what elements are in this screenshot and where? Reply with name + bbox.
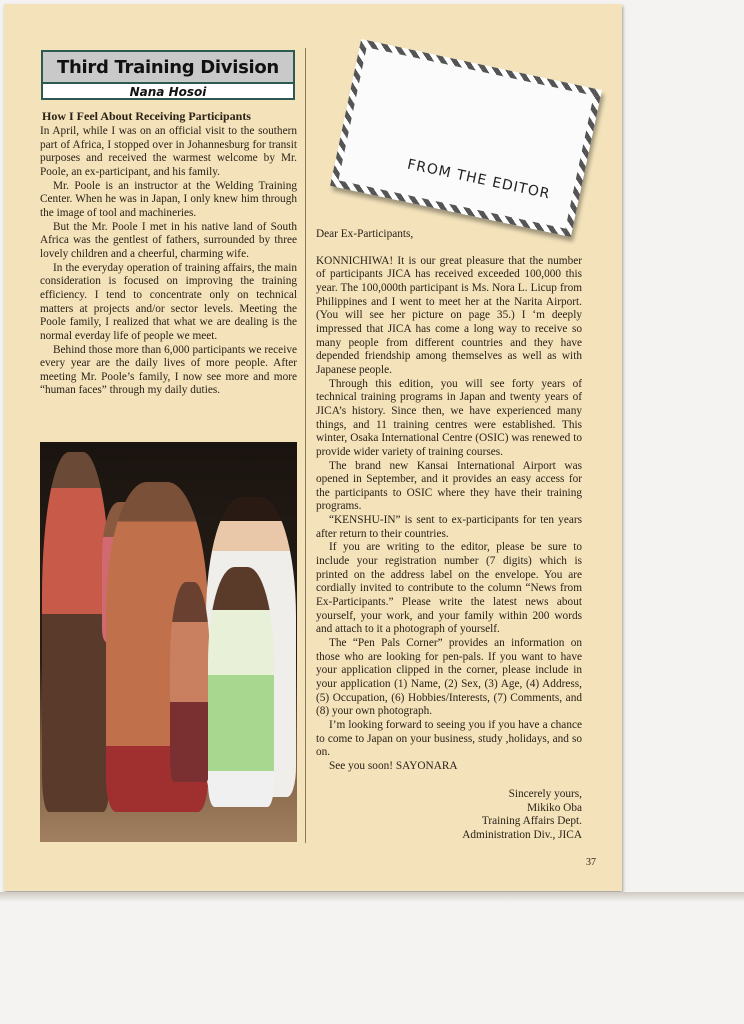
scan-shadow <box>0 892 744 902</box>
paragraph: The brand new Kansai International Airport was opened in September, and it provides an easy access for the participants to OSIC where they have their training programs. <box>316 459 582 513</box>
page-number: 37 <box>586 857 596 868</box>
envelope-label: FROM THE EDITOR <box>405 156 552 203</box>
family-photo <box>40 442 297 842</box>
paragraph: “KENSHU-IN” is sent to ex-participants for ten years after return to their countries. <box>316 514 582 540</box>
editor-letter-body <box>316 228 582 774</box>
signature-line: Mikiko Oba <box>527 801 582 814</box>
paragraph: KONNICHIWA! It is our great pleasure that the number of participants JICA has received exceeded 100,000 this year. The 100,000th participant is Ms. Nora L. Licup from Philippines and I went to meet her at the Narita Airport. (You will see her picture on page 35.) I ‘m deeply impressed that JICA has come a long way to receive so many people from different countries and they have depended friendship among themselves as well as with Japanese people. <box>316 254 582 376</box>
section-title: Third Training Division <box>43 52 293 84</box>
column-divider <box>305 48 306 843</box>
paragraph: In the everyday operation of training affairs, the main consideration is focused on improving the training efficiency. I tend to concentrate only on technical matters at projects and/or sector levels. Meeting the Poole family, I realized that what we are dealing is the normal everday life of people we meet. <box>40 261 297 342</box>
article-headline: How I Feel About Receiving Participants <box>42 109 251 123</box>
signature-line: Sincerely yours, <box>508 788 582 800</box>
paragraph: The “Pen Pals Corner” provides an information on those who are looking for pen-pals. If you want to have your application clipped in the corner, please include in your application (1) Name, (2) Sex, (3) Age, (4) Address, (5) Occupation, (6) Hobbies/Interests, (7) Comments, and (8) your own photograph. <box>316 637 582 718</box>
paragraph: But the Mr. Poole I met in his native land of South Africa was the gentlest of fathers, surrounded by three lovely children and a cheerful, charming wife. <box>40 220 297 260</box>
paragraph: Behind those more than 6,000 participants we receive every year are the daily lives of more people. After meeting Mr. Poole’s family, I now see more and more “human faces” through my daily duties. <box>40 343 297 397</box>
signature-block <box>420 788 582 843</box>
section-title-box <box>41 50 295 100</box>
author-name: Nana Hosoi <box>129 85 207 99</box>
paragraph: I’m looking forward to seeing you if you have a chance to come to Japan on your business, study ,holidays, and so on. <box>316 718 582 759</box>
signature-line: Training Affairs Dept. <box>481 815 582 828</box>
paragraph: If you are writing to the editor, please be sure to include your registration number (7 digits) which is printed on the address label on the envelope. You are cordially invited to contribute to the column “News from Ex-Participants.” Please write the latest news about yourself, your work, and your family within 200 words and attach to it a photograph of yourself. <box>316 541 582 636</box>
paragraph: See you soon! SAYONARA <box>329 759 458 772</box>
paragraph: Mr. Poole is an instructor at the Welding Training Center. When he was in Japan, I only knew him through the image of tool and machineries. <box>40 179 297 219</box>
salutation: Dear Ex-Participants, <box>316 228 414 240</box>
paragraph: In April, while I was on an official visit to the southern part of Africa, I stopped over in Johannesburg for transit purposes and received the warmest welcome by Mr. Poole, an ex-participant, and his family. <box>40 125 297 178</box>
left-article-body <box>40 125 297 398</box>
paragraph: Through this edition, you will see forty years of technical training programs in Japan and twenty years of JICA’s history. Since then, we have experienced many things, and 11 training centres were established. This winter, Osaka International Centre (OSIC) was renewed to provide wider variety of training courses. <box>316 377 582 458</box>
signature-line: Administration Div., JICA <box>462 828 582 841</box>
